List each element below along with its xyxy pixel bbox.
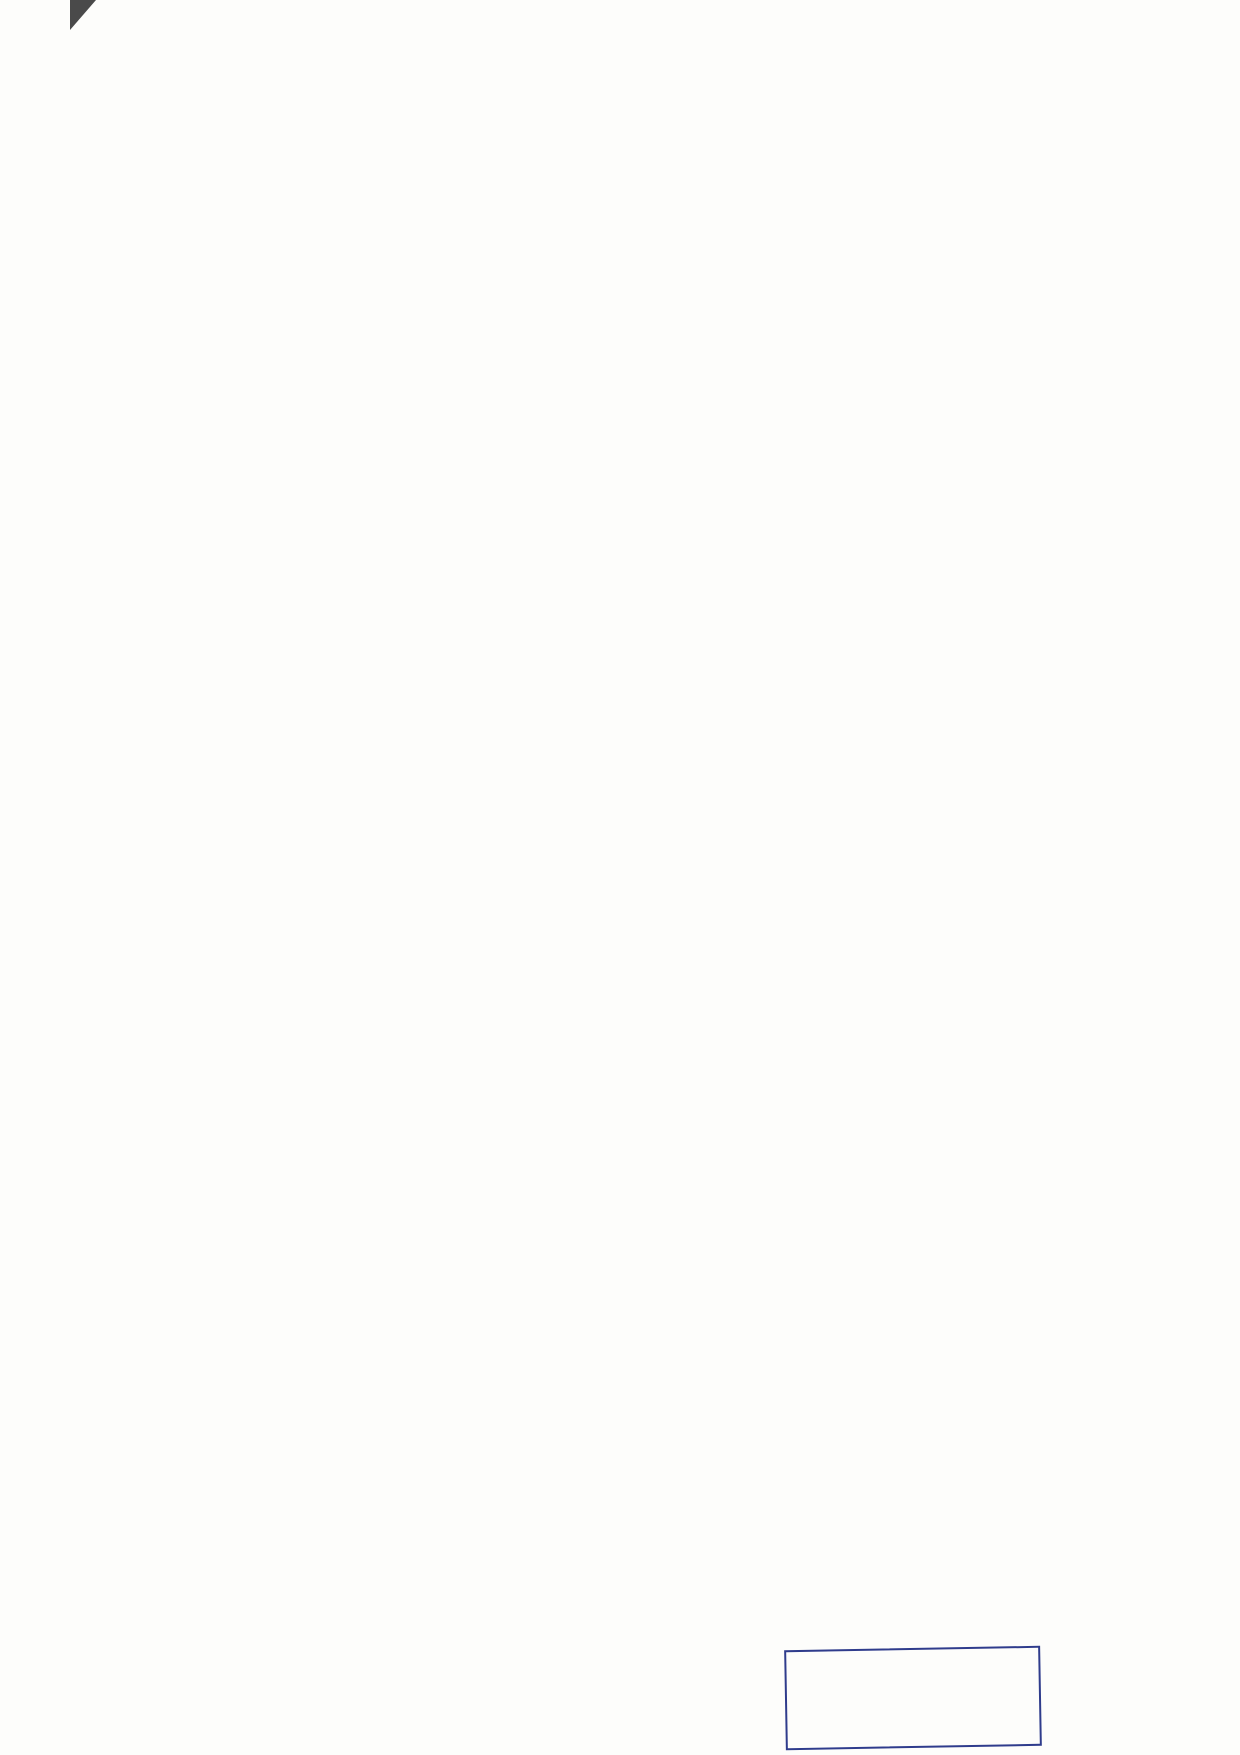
stamp-date: [786, 1656, 1038, 1660]
stamp-line-2: [786, 1652, 1038, 1656]
document-body: [150, 86, 1090, 228]
stamp-line-1: [786, 1652, 1038, 1656]
scan-corner-mark: [70, 0, 96, 30]
registration-stamp: [784, 1646, 1042, 1750]
stamp-line-3: [786, 1652, 1038, 1656]
